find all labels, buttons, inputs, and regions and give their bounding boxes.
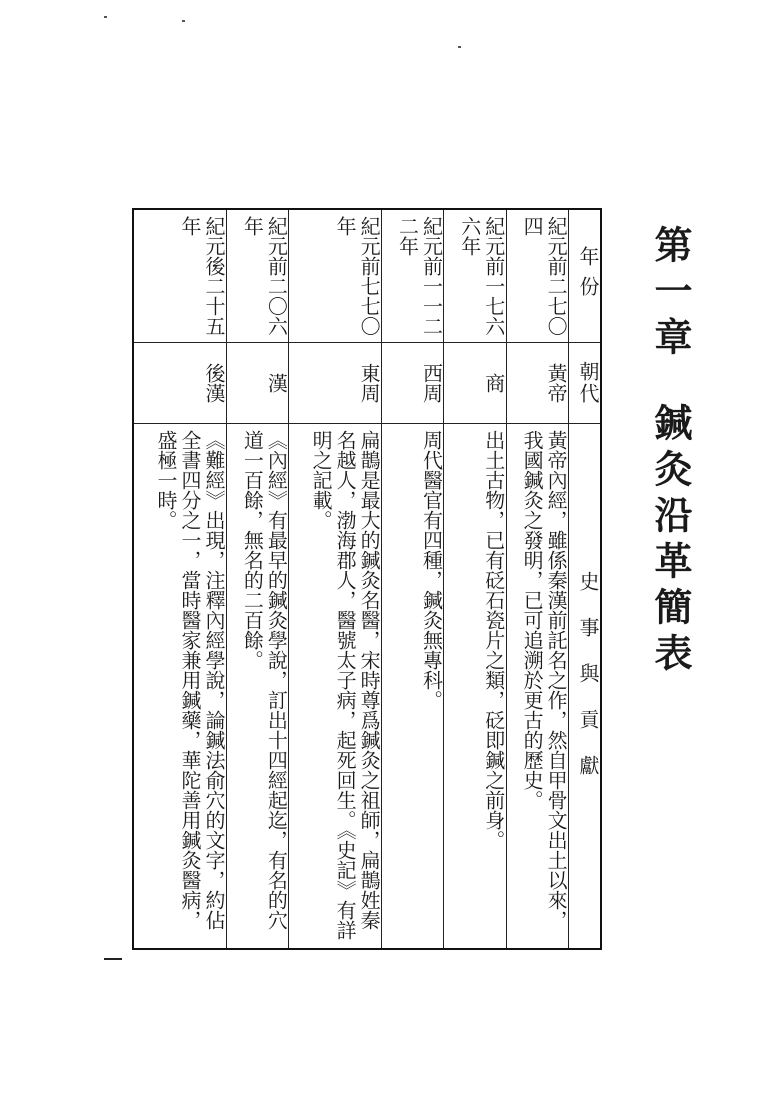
row-year: 紀元前二七〇四 [506,209,568,343]
row-events: 周代醫官有四種，鍼灸無專科。 [382,424,444,950]
row-dynasty: 後漢 [133,343,227,424]
row-year: 紀元前七七〇年 [289,209,382,343]
chapter-name: 鍼灸沿革簡表 [648,403,693,679]
row-events: 《難經》出現，注釋內經學說，論鍼法俞穴的文字，約佔全書四分之一，當時醫家兼用鍼藥，華陀善用鍼灸醫病，盛極一時。 [133,424,227,950]
chapter-title [640,225,700,679]
table-header-row [569,209,601,949]
scan-speck [458,46,461,48]
table-row [133,209,227,949]
row-dynasty: 黃帝 [506,343,568,424]
row-events: 扁鵲是最大的鍼灸名醫，宋時尊爲鍼灸之祖師，扁鵲姓秦名越人，渤海郡人，醫號太子病，起死回生。《史記》有詳明之記載。 [289,424,382,950]
row-dynasty: 西周 [382,343,444,424]
scan-speck [182,20,185,22]
row-year: 紀元前一一二二年 [382,209,444,343]
header-year: 年份 [569,209,601,343]
row-dynasty: 漢 [227,343,289,424]
table-row [444,209,506,949]
header-events: 史事與貢獻 [569,424,601,950]
table-row [382,209,444,949]
row-events: 《內經》有最早的鍼灸學說，訂出十四經起迄，有名的穴道一百餘，無名的二百餘。 [227,424,289,950]
row-dynasty: 商 [444,343,506,424]
row-dynasty: 東周 [289,343,382,424]
row-events: 出土古物，已有砭石瓷片之類，砭即鍼之前身。 [444,424,506,950]
table-row [289,209,382,949]
table-row [227,209,289,949]
row-events: 黃帝內經，雖係秦漢前託名之作，然自甲骨文出土以來，我國鍼灸之發明，已可追溯於更古的歷史。 [506,424,568,950]
row-year: 紀元前二〇六年 [227,209,289,343]
chapter-number: 第一章 [648,225,693,363]
chronology-table [132,208,602,950]
row-year: 紀元前一七六六年 [444,209,506,343]
table-row [506,209,568,949]
margin-tick-mark [104,958,122,960]
scan-speck [104,16,107,18]
row-year: 紀元後二十五年 [133,209,227,343]
header-dynasty: 朝代 [569,343,601,424]
